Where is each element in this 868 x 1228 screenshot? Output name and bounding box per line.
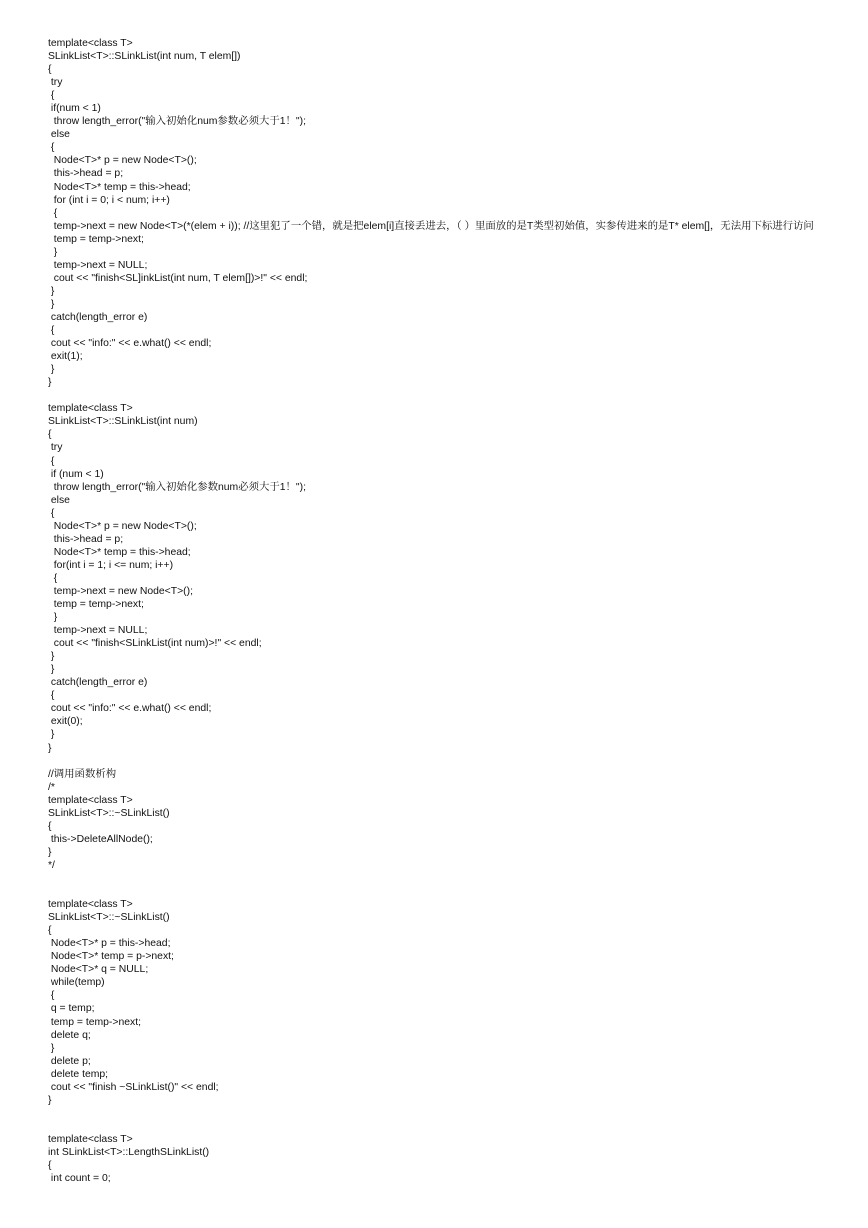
code-line: Node<T>* temp = p->next; <box>48 951 174 963</box>
code-line: { <box>48 90 55 102</box>
code-line: } <box>48 246 58 258</box>
code-line: */ <box>48 859 55 871</box>
code-line: delete q; <box>48 1029 91 1041</box>
code-line: template<class T> <box>48 38 133 49</box>
code-line: } <box>48 846 52 858</box>
code-line: { <box>48 325 55 337</box>
code-line: } <box>48 377 52 389</box>
code-line: try <box>48 442 63 454</box>
code-line: { <box>48 507 55 519</box>
code-line: Node<T>* q = NULL; <box>48 964 149 976</box>
code-line <box>48 1120 863 1133</box>
code-line: } <box>48 742 52 754</box>
code-line: this->head = p; <box>48 533 124 545</box>
code-line: Node<T>* temp = this->head; <box>48 181 191 193</box>
code-line: temp->next = NULL; <box>48 625 148 637</box>
code-line: temp = temp->next; <box>48 599 144 611</box>
code-line: } <box>48 612 58 624</box>
code-line <box>48 389 863 402</box>
code-line: this->DeleteAllNode(); <box>48 833 153 845</box>
code-line: temp->next = NULL; <box>48 259 148 271</box>
code-line: } <box>48 285 55 297</box>
code-line: SLinkList<T>::SLinkList(int num, T elem[]) <box>48 51 241 63</box>
code-line: for (int i = 0; i < num; i++) <box>48 194 170 206</box>
code-line: template<class T> <box>48 794 133 806</box>
code-line: int SLinkList<T>::LengthSLinkList() <box>48 1146 210 1158</box>
code-line: this->head = p; <box>48 168 124 180</box>
code-line: exit(0); <box>48 716 83 728</box>
code-line: while(temp) <box>48 977 105 989</box>
code-line: catch(length_error e) <box>48 677 148 689</box>
code-line: { <box>48 820 52 832</box>
code-line: else <box>48 494 70 506</box>
code-line: { <box>48 1160 52 1172</box>
code-line: temp = temp->next; <box>48 1016 141 1028</box>
code-line: SLinkList<T>::SLinkList(int num) <box>48 416 198 428</box>
code-line: } <box>48 651 55 663</box>
code-line <box>48 1107 863 1120</box>
code-line: temp->next = new Node<T>(); <box>48 585 193 597</box>
code-line: catch(length_error e) <box>48 311 148 323</box>
code-line: } <box>48 298 55 310</box>
code-line: throw length_error("输入初始化num参数必须大于1！"); <box>48 116 306 128</box>
code-line: Node<T>* p = this->head; <box>48 938 171 950</box>
code-line: { <box>48 990 55 1002</box>
code-line: template<class T> <box>48 403 133 415</box>
code-line: template<class T> <box>48 899 133 911</box>
code-line: { <box>48 142 55 154</box>
code-line: Node<T>* p = new Node<T>(); <box>48 155 197 167</box>
code-line: { <box>48 572 58 584</box>
code-line: //调用函数析构 <box>48 768 117 780</box>
code-line <box>48 755 863 768</box>
code-line: Node<T>* p = new Node<T>(); <box>48 520 197 532</box>
code-line: } <box>48 1094 52 1106</box>
code-line: SLinkList<T>::~SLinkList() <box>48 912 170 924</box>
code-line: temp->next = new Node<T>(*(elem + i)); //这里犯了一个错，就是把elem[i]直接丢进去，（ ）里面放的是T类型初始值，实参传进来的是T* elem[]，无法用下标进行访问 <box>48 220 814 232</box>
code-line: { <box>48 690 55 702</box>
code-line: template<class T> <box>48 1133 133 1145</box>
code-line: temp = temp->next; <box>48 233 144 245</box>
code-line: q = temp; <box>48 1003 95 1015</box>
code-line: if(num < 1) <box>48 103 101 115</box>
code-line: { <box>48 64 52 76</box>
code-line: } <box>48 729 55 741</box>
code-line: { <box>48 925 52 937</box>
code-line: SLinkList<T>::~SLinkList() <box>48 807 170 819</box>
code-line <box>48 885 863 898</box>
code-line <box>48 872 863 885</box>
code-line: { <box>48 207 58 219</box>
code-line: cout << "finish<SLinkList(int num)>!" << endl; <box>48 638 262 650</box>
code-listing <box>48 37 863 1185</box>
code-line: cout << "info:" << e.what() << endl; <box>48 703 212 715</box>
code-line: cout << "info:" << e.what() << endl; <box>48 338 212 350</box>
code-line: { <box>48 455 55 467</box>
code-line: delete p; <box>48 1055 91 1067</box>
code-line: int count = 0; <box>48 1173 111 1185</box>
code-line: /* <box>48 781 55 793</box>
code-line: exit(1); <box>48 351 83 363</box>
code-line: for(int i = 1; i <= num; i++) <box>48 559 174 571</box>
code-line: delete temp; <box>48 1068 109 1080</box>
code-line: } <box>48 1042 55 1054</box>
code-line: else <box>48 129 70 141</box>
code-line: } <box>48 364 55 376</box>
code-line: if (num < 1) <box>48 468 104 480</box>
code-line: throw length_error("输入初始化参数num必须大于1！"); <box>48 481 306 493</box>
code-line: try <box>48 77 63 89</box>
code-line: cout << "finish ~SLinkList()" << endl; <box>48 1081 219 1093</box>
code-line: } <box>48 664 55 676</box>
code-line: { <box>48 429 52 441</box>
code-line: Node<T>* temp = this->head; <box>48 546 191 558</box>
code-line: cout << "finish<SL]inkList(int num, T elem[])>!" << endl; <box>48 272 308 284</box>
